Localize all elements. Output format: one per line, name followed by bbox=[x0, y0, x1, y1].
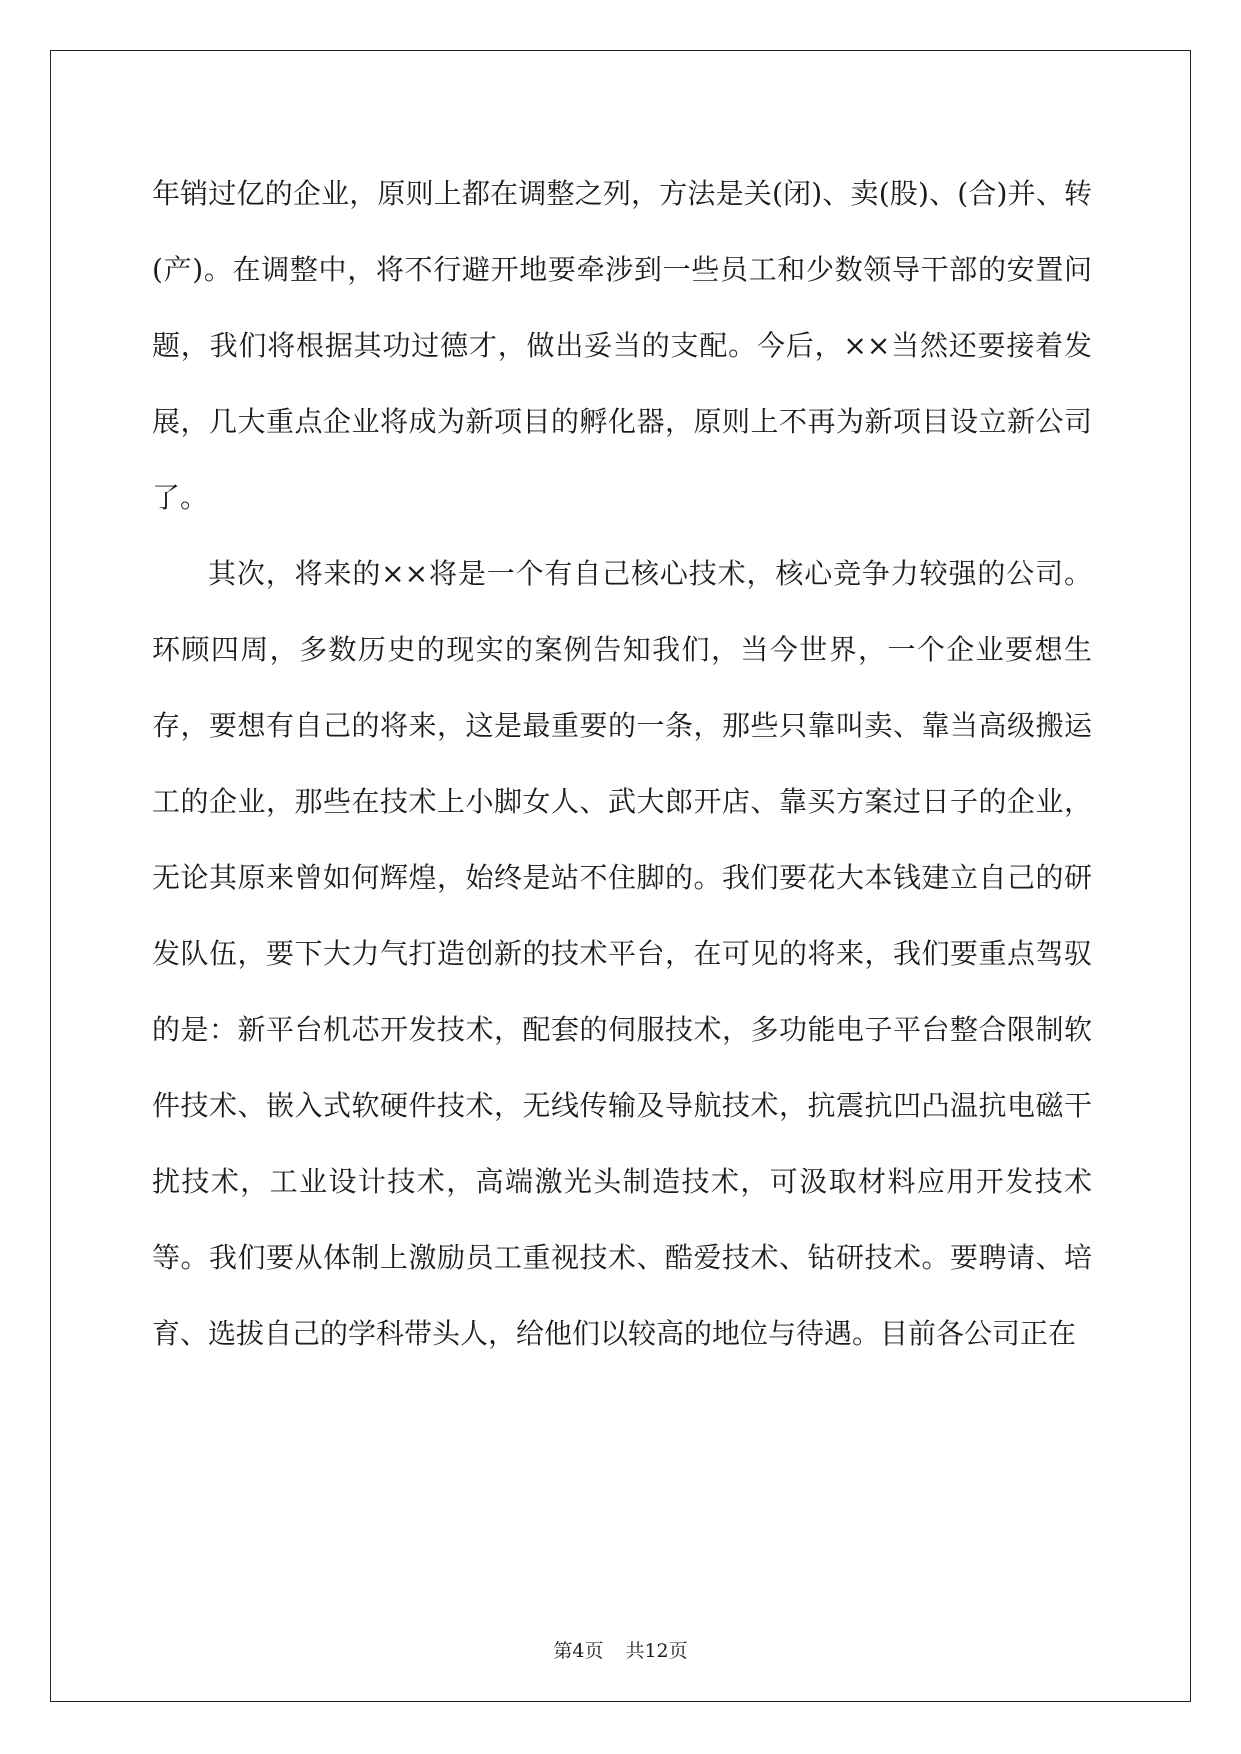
paragraph-2: 其次，将来的××将是一个有自己核心技术，核心竞争力较强的公司。环顾四周，多数历史的现实的案例告知我们，当今世界，一个企业要想生存，要想有自己的将来，这是最重要的一条，那些只靠叫卖、靠当高级搬运工的企业，那些在技术上小脚女人、武大郎开店、靠买方案过日子的企业，无论其原来曾如何辉煌，始终是站不住脚的。我们要花大本钱建立自己的研发队伍，要下大力气打造创新的技术平台，在可见的将来，我们要重点驾驭的是：新平台机芯开发技术，配套的伺服技术，多功能电子平台整合限制软件技术、嵌入式软硬件技术，无线传输及导航技术，抗震抗凹凸温抗电磁干扰技术，工业设计技术，高端激光头制造技术，可汲取材料应用开发技术等。我们要从体制上激励员工重视技术、酷爱技术、钻研技术。要聘请、培育、选拔自己的学科带头人，给他们以较高的地位与待遇。目前各公司正在 bbox=[152, 557, 1092, 1350]
page-number: 第4页 bbox=[553, 1640, 604, 1662]
page-total: 共12页 bbox=[625, 1640, 688, 1662]
document-body bbox=[152, 156, 1092, 1372]
paragraph-1: 年销过亿的企业，原则上都在调整之列，方法是关(闭)、卖(股)、(合)并、转(产)。在调整中，将不行避开地要牵涉到一些员工和少数领导干部的安置问题，我们将根据其功过德才，做出妥当的支配。今后，××当然还要接着发展，几大重点企业将成为新项目的孵化器，原则上不再为新项目设立新公司了。 bbox=[152, 177, 1092, 514]
page-footer bbox=[0, 1636, 1241, 1663]
